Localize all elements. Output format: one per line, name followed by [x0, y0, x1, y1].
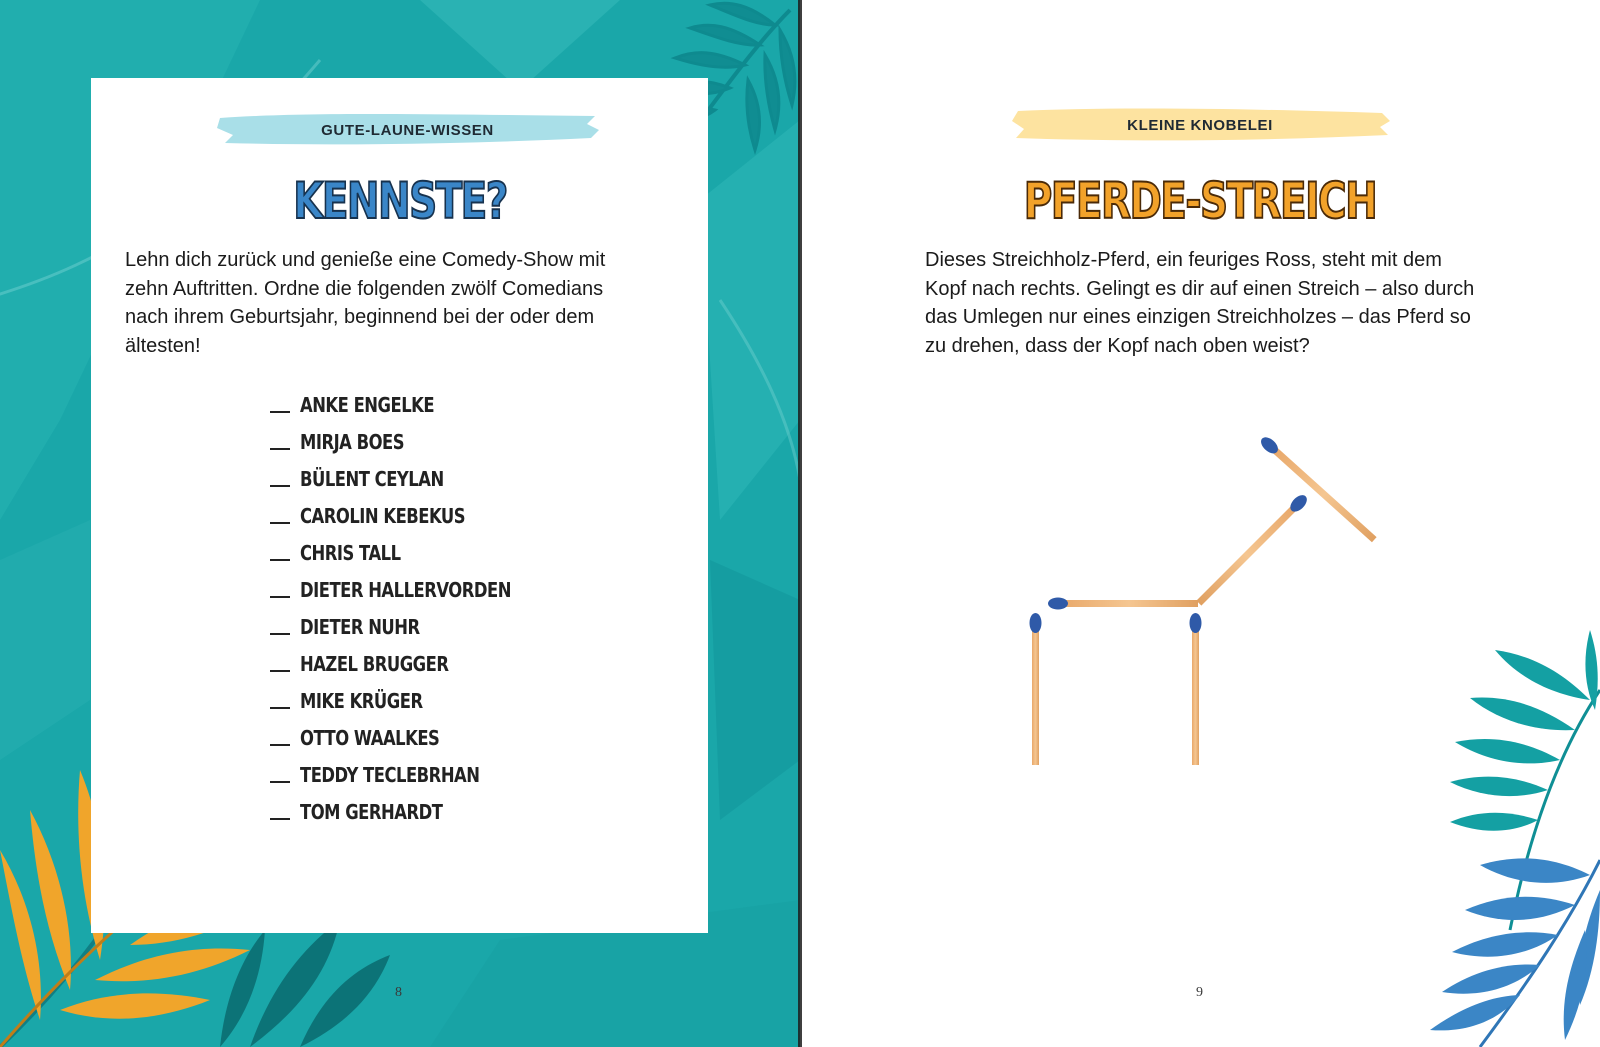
list-item[interactable]: [270, 491, 557, 528]
answer-blank: [270, 707, 290, 709]
list-item[interactable]: [270, 380, 557, 417]
comedian-name: CHRIS TALL: [300, 541, 401, 565]
answer-blank: [270, 781, 290, 783]
comedian-name: OTTO WAALKES: [300, 726, 440, 750]
comedian-name: BÜLENT CEYLAN: [300, 467, 444, 491]
section-tag-label: KLEINE KNOBELEI: [1127, 116, 1273, 134]
answer-blank: [270, 596, 290, 598]
list-item[interactable]: [270, 417, 557, 454]
list-item[interactable]: [270, 602, 557, 639]
comedian-name: DIETER NUHR: [300, 615, 420, 639]
comedian-name: MIKE KRÜGER: [300, 689, 423, 713]
comedian-name: TOM GERHARDT: [300, 800, 443, 824]
answer-blank: [270, 485, 290, 487]
comedian-list: [270, 380, 557, 824]
answer-blank: [270, 633, 290, 635]
comedian-name: CAROLIN KEBEKUS: [300, 504, 466, 528]
comedian-name: HAZEL BRUGGER: [300, 652, 449, 676]
comedian-name: MIRJA BOES: [300, 430, 405, 454]
intro-paragraph: Lehn dich zurück und genieße eine Comedy-Show mit zehn Auftritten. Ordne die folgenden zwölf Comedians nach ihrem Geburtsjahr, beginnend bei der oder dem ältesten!: [125, 249, 606, 357]
intro-paragraph: Dieses Streichholz-Pferd, ein feuriges Ross, steht mit dem Kopf nach rechts. Gelingt es dir auf einen Streich – also durch das Umlegen nur eines einzigen Streichholzes – das Pferd so zu drehen, dass der Kopf nach oben weist?: [925, 249, 1475, 357]
section-tag: [1010, 105, 1390, 145]
page-number: 9: [1196, 985, 1203, 1000]
matchstick-horse-illustration: [1020, 430, 1400, 780]
list-item[interactable]: [270, 750, 557, 787]
list-item[interactable]: [270, 528, 557, 565]
answer-blank: [270, 522, 290, 524]
answer-blank: [270, 448, 290, 450]
list-item[interactable]: [270, 713, 557, 750]
answer-blank: [270, 818, 290, 820]
matchstick-neck[interactable]: [1195, 492, 1310, 607]
answer-blank: [270, 744, 290, 746]
list-item[interactable]: [270, 639, 557, 676]
section-tag: [215, 110, 600, 150]
list-item[interactable]: [270, 454, 557, 491]
comedian-name: TEDDY TECLEBRHAN: [300, 763, 480, 787]
list-item[interactable]: [270, 676, 557, 713]
matchstick-body[interactable]: [1048, 598, 1198, 610]
page-title: KENNSTE?: [293, 172, 507, 230]
comedian-name: DIETER HALLERVORDEN: [300, 578, 511, 602]
answer-blank: [270, 559, 290, 561]
comedian-name: ANKE ENGELKE: [300, 393, 435, 417]
matchstick-front-leg[interactable]: [1190, 613, 1202, 765]
page-title: PFERDE-STREICH: [1023, 172, 1377, 230]
section-tag-label: GUTE-LAUNE-WISSEN: [321, 121, 494, 139]
page-gutter: [798, 0, 802, 1047]
list-item[interactable]: [270, 565, 557, 602]
list-item[interactable]: [270, 787, 557, 824]
matchstick-back-leg[interactable]: [1030, 613, 1042, 765]
palm-leaf-icon: [1400, 630, 1600, 1047]
answer-blank: [270, 411, 290, 413]
answer-blank: [270, 670, 290, 672]
page-number: 8: [395, 985, 402, 1000]
